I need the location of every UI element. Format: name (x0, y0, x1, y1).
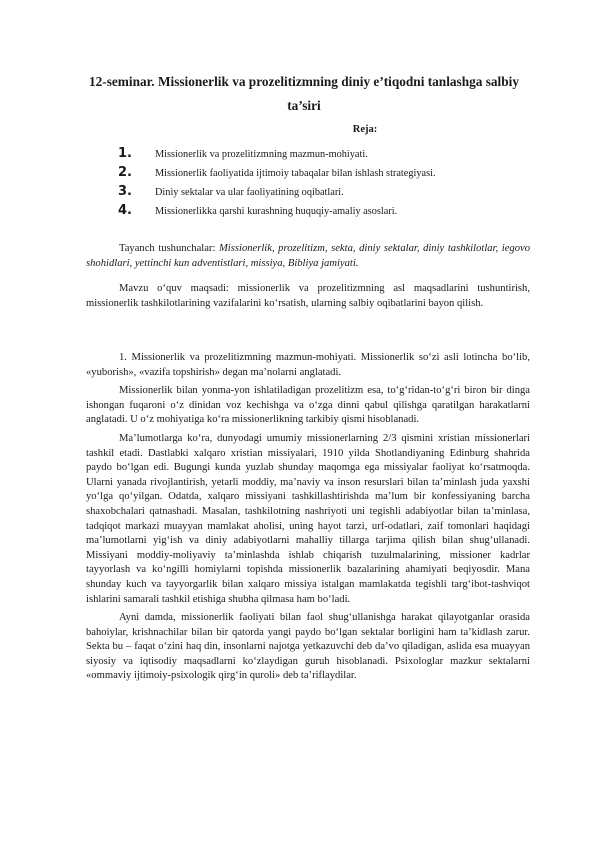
key-terms-section (86, 242, 530, 271)
plan-item (118, 165, 538, 184)
main-text (86, 351, 530, 684)
plan-item-number: 3. (118, 184, 132, 199)
body-paragraph: Missionerlik bilan yonma-yon ishlatiladigan prozelitizm esa, to‘g‘ridan-to‘g‘ri biron bir dinga ishongan fuqaroni o‘z dinidan voz kechishga va o‘zga dinni qabul qilishga qaratilgan harakatlarni anglatadi. U o‘z mohiyatiga ko‘ra missionerlikning tarkibiy qismi hisoblanadi. (86, 385, 530, 426)
plan-item (118, 146, 538, 165)
plan-item-text: Missionerlik faoliyatida ijtimoiy tabaqalar bilan ishlash strategiyasi. (155, 168, 436, 179)
plan-heading: Reja: (352, 124, 378, 135)
key-terms-label: Tayanch tushunchalar: (119, 243, 219, 254)
goal-section (86, 282, 530, 311)
body-paragraph: Ayni damda, missionerlik faoliyati bilan faol shug‘ullanishga harakat qilayotganlar orasida bahoiylar, krishnachilar bilan bir qatorda yangi paydo bo‘lgan sektalar borligini ham ta’kidlash zarur. Sekta bu – faqat o‘zini haq din, insonlarni najotga yetkazuvchi deb da’vo qiladigan, aslida esa muayyan siyosiy va iqtisodiy maqsadlarni ko‘zlaydigan guruh hisoblanadi. Psixologlar mazkur sektalarni «ommaviy ijtimoiy-psixologik qirg‘in quroli» deb ta’riflaydilar. (86, 612, 530, 682)
plan-item-text: Missionerlik va prozelitizmning mazmun-mohiyati. (155, 149, 368, 160)
plan-item-number: 4. (118, 203, 132, 218)
plan-item (118, 184, 538, 203)
key-terms-list: Missionerlik, prozelitizm, sekta, diniy sektalar, diniy tashkilotlar, iegovo shohidlari, yettinchi kun adventistlari, missiya, Bibliya jamiyati. (86, 243, 530, 269)
plan-item (118, 203, 538, 222)
body-paragraph: Ma’lumotlarga ko‘ra, dunyodagi umumiy missionerlarning 2/3 qismini xristian missionerlari tashkil etadi. Dastlabki xalqaro xristian missiyalari, 1910 yilda Shotlandiyaning Edinburg shahrida paydo bo‘lgan edi. Bugungi kunda yuzlab shunday maqomga ega missiyalar faoliyat ko‘rsatmoqda. Ularni yanada rivojlantirish, yetarli moddiy, ma’naviy va inson resurslari bilan ta’minlash juda yaxshi yo‘lga qo‘yilgan. Odatda, xalqaro missiyani tashkillashtirishda ma’lum bir konfessiyaning barcha shaxobchalari qatnashadi. Masalan, tashkilotning nashriyoti uni tegishli adabiyotlar bilan ta’minlasa, tadqiqot markazi muayyan mamlakat aholisi, uning hayot tarzi, urf-odatlari, zaif tomonlari haqidagi ma’lumotlarni yig‘ish va diniy adabiyotlarni mahalliy tillarga tarjima qilish bilan shug‘ullanadi. Missiyani moddiy-moliyaviy ta’minlashda ishlab chiqarish tuzulmalarining, missioner kadrlar tayyorlash va ko‘ngilli homiylarni topishda missionerlik bazalarining ahamiyati beqiyosdir. Mana shunday kuch va tayyorgarlik bilan xalqaro missiya istalgan mamlakatda tegishli targ‘ibot-tashviqot ishlarini samarali tashkil etishiga shubha qilmasa ham bo‘ladi. (86, 432, 530, 605)
plan-item-text: Diniy sektalar va ular faoliyatining oqibatlari. (155, 187, 344, 198)
plan-item-number: 2. (118, 165, 132, 180)
body-paragraph: 1. Missionerlik va prozelitizmning mazmun-mohiyati. Missionerlik so‘zi asli lotincha bo‘lib, «yuborish», «vazifa topshirish» degan ma’nolarni anglatadi. (86, 352, 530, 378)
plan-item-number: 1. (118, 146, 132, 161)
key-terms-paragraph (86, 242, 530, 271)
plan-item-text: Missionerlikka qarshi kurashning huquqiy-amaliy asoslari. (155, 206, 398, 217)
goal-paragraph: Mavzu o‘quv maqsadi: missionerlik va prozelitizmning asl maqsadlarini tushuntirish, missionerlik tashkilotlarining vazifalarini ko‘rsatish, ularning salbiy oqibatlarini bayon qilish. (86, 283, 530, 309)
plan-list (118, 146, 538, 222)
page-title: 12-seminar. Missionerlik va prozelitizmning diniy e’tiqodni tanlashga salbiy ta’siri (89, 74, 519, 113)
